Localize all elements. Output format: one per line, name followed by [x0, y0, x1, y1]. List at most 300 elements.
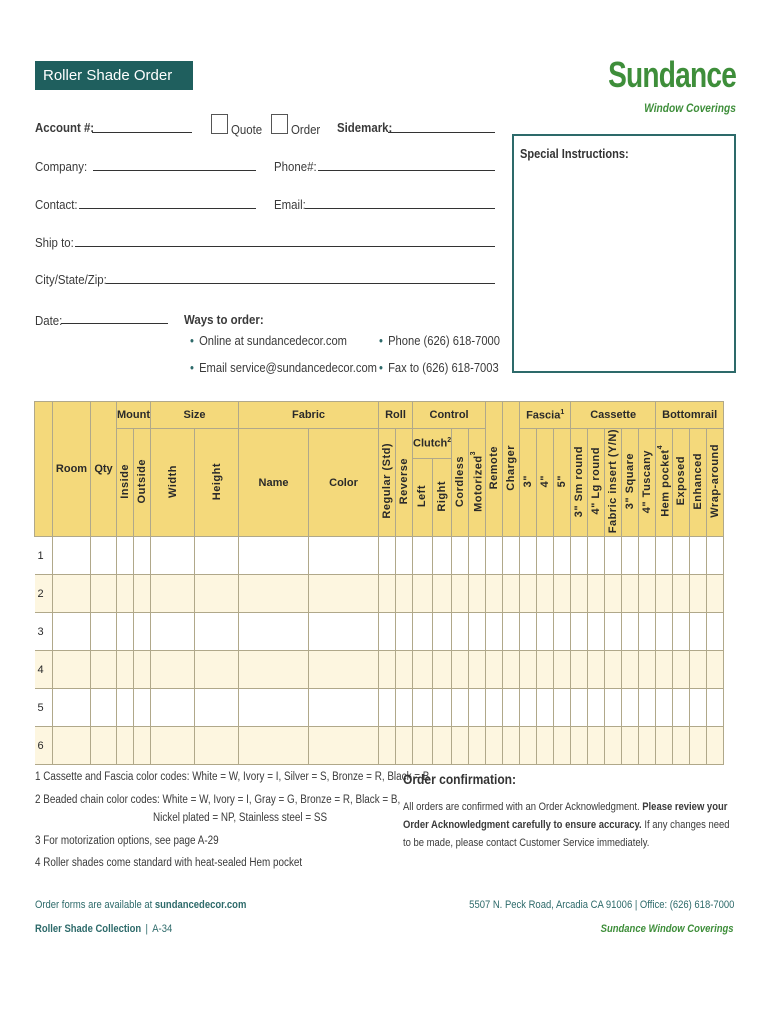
table-row — [35, 575, 724, 613]
grid-cell[interactable] — [690, 537, 707, 575]
grid-cell[interactable] — [554, 613, 571, 651]
grid-cell[interactable] — [432, 537, 452, 575]
col-height-header — [195, 429, 239, 537]
grid-cell[interactable] — [91, 537, 117, 575]
grid-cell[interactable] — [239, 727, 309, 765]
grid-cell[interactable] — [151, 727, 195, 765]
form-title: Roller Shade Order Form — [35, 61, 193, 90]
grid-cell[interactable] — [503, 613, 520, 651]
grid-cell[interactable] — [413, 651, 433, 689]
grid-cell[interactable] — [195, 575, 239, 613]
col-regular-header — [379, 429, 396, 537]
col-cassette-4lg-label: 4" Lg round — [590, 447, 603, 515]
confirmation-title: Order confirmation: — [403, 771, 517, 787]
grid-cell[interactable] — [707, 613, 724, 651]
group-size-label: Size — [183, 409, 206, 421]
company-field[interactable] — [93, 170, 256, 171]
grid-cell[interactable] — [195, 613, 239, 651]
grid-cell[interactable] — [91, 651, 117, 689]
grid-cell[interactable] — [503, 727, 520, 765]
col-qty-label: Qty — [94, 463, 113, 476]
grid-cell[interactable] — [396, 575, 413, 613]
contact-field[interactable] — [79, 208, 256, 209]
quote-label: Quote — [231, 122, 263, 137]
grid-cell[interactable] — [673, 575, 690, 613]
grid-cell[interactable] — [503, 575, 520, 613]
grid-cell[interactable] — [396, 727, 413, 765]
ways-fax — [379, 360, 499, 375]
grid-cell[interactable] — [571, 613, 588, 651]
grid-cell[interactable] — [707, 689, 724, 727]
grid-cell[interactable] — [622, 575, 639, 613]
group-size — [151, 402, 239, 429]
grid-cell[interactable] — [503, 689, 520, 727]
col-reverse-label: Reverse — [398, 457, 410, 505]
grid-cell[interactable] — [309, 651, 379, 689]
email-label: Email: — [274, 197, 306, 212]
grid-cell[interactable] — [622, 537, 639, 575]
confirmation-text-c: If any changes need to be made, please contact Customer Service immediately. — [403, 819, 730, 849]
col-exposed-label: Exposed — [675, 456, 688, 506]
col-cassette-4lg-header — [588, 429, 605, 537]
grid-cell[interactable] — [588, 537, 605, 575]
grid-cell[interactable] — [622, 613, 639, 651]
col-wrap-header — [707, 429, 724, 537]
grid-cell[interactable] — [379, 575, 396, 613]
grid-cell[interactable] — [554, 651, 571, 689]
grid-cell[interactable] — [432, 727, 452, 765]
group-control — [413, 402, 486, 429]
row-number: 3 — [35, 613, 53, 651]
grid-cell[interactable] — [588, 689, 605, 727]
grid-cell[interactable] — [554, 689, 571, 727]
col-name-header — [239, 429, 309, 537]
grid-cell[interactable] — [151, 613, 195, 651]
grid-cell[interactable] — [537, 575, 554, 613]
grid-cell[interactable] — [134, 575, 151, 613]
grid-cell[interactable] — [91, 575, 117, 613]
grid-cell[interactable] — [537, 613, 554, 651]
grid-cell[interactable] — [605, 689, 622, 727]
row-number: 2 — [35, 575, 53, 613]
grid-cell[interactable] — [690, 689, 707, 727]
row-number: 5 — [35, 689, 53, 727]
group-roll-label: Roll — [385, 409, 406, 421]
grid-cell[interactable] — [605, 727, 622, 765]
col-fabric-insert-header — [605, 429, 622, 537]
grid-cell[interactable] — [134, 537, 151, 575]
grid-cell[interactable] — [239, 689, 309, 727]
ways-fax-text: Fax to (626) 618-7003 — [388, 360, 499, 375]
grid-cell[interactable] — [554, 575, 571, 613]
fascia-footnote-ref: 1 — [560, 408, 565, 416]
grid-cell[interactable] — [690, 727, 707, 765]
table-row — [35, 613, 724, 651]
bullet-icon: • — [190, 360, 194, 375]
grid-cell[interactable] — [605, 575, 622, 613]
order-label: Order — [291, 122, 321, 137]
contact-label: Contact: — [35, 197, 78, 212]
date-field[interactable] — [61, 323, 168, 324]
grid-cell[interactable] — [520, 613, 537, 651]
grid-cell[interactable] — [117, 613, 134, 651]
col-room-label: Room — [55, 463, 88, 476]
grid-cell[interactable] — [452, 575, 469, 613]
col-wrap-label: Wrap-around — [709, 444, 722, 518]
footer-divider: | — [145, 923, 148, 935]
grid-cell[interactable] — [469, 537, 486, 575]
table-row — [35, 651, 724, 689]
group-cassette-label: Cassette — [590, 409, 637, 421]
grid-cell[interactable] — [520, 727, 537, 765]
col-cassette-3sm-label: 3" Sm round — [573, 445, 586, 517]
special-instructions-label: Special Instructions: — [520, 146, 629, 161]
grid-cell[interactable] — [571, 575, 588, 613]
grid-cell[interactable] — [571, 651, 588, 689]
col-motorized-label — [470, 451, 485, 512]
ways-title: Ways to order: — [184, 312, 264, 327]
brand-logo-subtitle: Window Coverings — [644, 101, 736, 115]
city-field[interactable] — [106, 283, 495, 284]
group-fascia-label: Fascia — [526, 409, 561, 422]
col-outside-label: Outside — [136, 458, 148, 504]
grid-cell[interactable] — [239, 651, 309, 689]
grid-cell[interactable] — [639, 613, 656, 651]
phone-field[interactable] — [318, 170, 495, 171]
grid-cell[interactable] — [432, 613, 452, 651]
grid-cell[interactable] — [134, 613, 151, 651]
grid-cell[interactable] — [379, 727, 396, 765]
grid-cell[interactable] — [588, 613, 605, 651]
group-control-label: Control — [429, 409, 469, 421]
grid-cell[interactable] — [656, 689, 673, 727]
confirmation-body — [403, 798, 734, 852]
row-number: 6 — [35, 727, 53, 765]
ways-phone-text: Phone (626) 618-7000 — [388, 333, 500, 348]
collection-footer — [35, 923, 172, 935]
table-row — [35, 727, 724, 765]
grid-cell[interactable] — [571, 537, 588, 575]
grid-cell[interactable] — [413, 727, 433, 765]
col-left-label: Left — [416, 484, 429, 508]
company-address: 5507 N. Peck Road, Arcadia CA 91006 | Office: (626) 618-7000 — [468, 899, 734, 911]
account-field[interactable] — [92, 132, 192, 133]
grid-cell[interactable] — [151, 575, 195, 613]
collection-name: Roller Shade Collection — [35, 923, 142, 935]
grid-cell[interactable] — [117, 575, 134, 613]
row-number-header — [35, 402, 53, 537]
grid-cell[interactable] — [588, 575, 605, 613]
col-reverse-header — [396, 429, 413, 537]
grid-cell[interactable] — [537, 651, 554, 689]
col-cassette-4tus-header — [639, 429, 656, 537]
grid-cell[interactable] — [91, 613, 117, 651]
grid-cell[interactable] — [537, 727, 554, 765]
grid-cell[interactable] — [53, 537, 91, 575]
col-hem-label — [657, 445, 672, 517]
grid-cell[interactable] — [379, 613, 396, 651]
account-label: Account #: — [35, 120, 95, 135]
col-inside-label: Inside — [119, 463, 131, 499]
col-charger-header — [503, 402, 520, 537]
col-left-header — [413, 458, 433, 536]
grid-cell[interactable] — [53, 613, 91, 651]
grid-cell[interactable] — [413, 689, 433, 727]
grid-cell[interactable] — [622, 651, 639, 689]
grid-cell[interactable] — [673, 613, 690, 651]
col-fabric-insert-label: Fabric insert (Y/N) — [607, 429, 620, 534]
email-field[interactable] — [305, 208, 495, 209]
grid-cell[interactable] — [379, 651, 396, 689]
grid-cell[interactable] — [520, 575, 537, 613]
sidemark-field[interactable] — [388, 132, 495, 133]
grid-cell[interactable] — [91, 727, 117, 765]
bullet-icon: • — [379, 333, 383, 348]
special-instructions-box[interactable] — [512, 134, 736, 373]
col-cassette-3sq-label: 3" Square — [624, 453, 637, 510]
grid-cell[interactable] — [452, 613, 469, 651]
grid-cell[interactable] — [117, 689, 134, 727]
ways-phone — [379, 333, 500, 348]
grid-cell[interactable] — [195, 689, 239, 727]
ways-online — [190, 333, 347, 348]
grid-cell[interactable] — [554, 537, 571, 575]
group-cassette — [571, 402, 656, 429]
grid-cell[interactable] — [639, 651, 656, 689]
grid-cell[interactable] — [432, 575, 452, 613]
grid-cell[interactable] — [707, 575, 724, 613]
grid-cell[interactable] — [656, 613, 673, 651]
grid-cell[interactable] — [432, 651, 452, 689]
grid-cell[interactable] — [656, 651, 673, 689]
group-bottomrail — [656, 402, 724, 429]
grid-cell[interactable] — [117, 651, 134, 689]
grid-cell[interactable] — [520, 537, 537, 575]
grid-cell[interactable] — [469, 575, 486, 613]
footnote-4: 4 Roller shades come standard with heat-sealed Hem pocket — [35, 857, 303, 869]
col-fascia-5-header — [554, 429, 571, 537]
grid-cell[interactable] — [469, 689, 486, 727]
grid-cell[interactable] — [622, 727, 639, 765]
grid-cell[interactable] — [469, 613, 486, 651]
grid-cell[interactable] — [452, 727, 469, 765]
col-cordless-header — [452, 429, 469, 537]
grid-cell[interactable] — [639, 537, 656, 575]
grid-cell[interactable] — [673, 727, 690, 765]
grid-cell[interactable] — [151, 689, 195, 727]
ways-email — [190, 360, 377, 375]
grid-cell[interactable] — [396, 613, 413, 651]
group-fabric-label: Fabric — [291, 409, 325, 421]
footer-brand: Sundance Window Coverings — [601, 923, 734, 935]
grid-cell[interactable] — [413, 575, 433, 613]
group-roll — [379, 402, 413, 429]
company-label: Company: — [35, 159, 88, 174]
grid-cell[interactable] — [53, 727, 91, 765]
grid-cell[interactable] — [134, 651, 151, 689]
grid-cell[interactable] — [413, 537, 433, 575]
grid-cell[interactable] — [309, 537, 379, 575]
col-outside-header — [134, 429, 151, 537]
grid-cell[interactable] — [520, 689, 537, 727]
grid-cell[interactable] — [413, 613, 433, 651]
motorized-footnote-ref: 3 — [469, 450, 477, 456]
order-checkbox[interactable] — [271, 114, 288, 134]
grid-cell[interactable] — [195, 727, 239, 765]
grid-cell[interactable] — [309, 727, 379, 765]
ways-email-text: Email service@sundancedecor.com — [199, 360, 377, 375]
row-number: 4 — [35, 651, 53, 689]
date-label: Date: — [35, 313, 63, 328]
col-fascia-5-label: 5" — [556, 474, 569, 488]
grid-cell[interactable] — [195, 537, 239, 575]
grid-cell[interactable] — [588, 727, 605, 765]
row-number: 1 — [35, 537, 53, 575]
col-cordless-label: Cordless — [454, 455, 467, 507]
grid-cell[interactable] — [486, 651, 503, 689]
grid-cell[interactable] — [520, 651, 537, 689]
grid-cell[interactable] — [639, 727, 656, 765]
grid-cell[interactable] — [571, 689, 588, 727]
grid-cell[interactable] — [134, 689, 151, 727]
grid-cell[interactable] — [639, 689, 656, 727]
grid-cell[interactable] — [486, 613, 503, 651]
grid-cell[interactable] — [396, 537, 413, 575]
grid-cell[interactable] — [503, 537, 520, 575]
grid-cell[interactable] — [656, 537, 673, 575]
grid-cell[interactable] — [53, 651, 91, 689]
grid-cell[interactable] — [239, 537, 309, 575]
order-grid — [34, 401, 724, 765]
grid-cell[interactable] — [571, 727, 588, 765]
grid-cell[interactable] — [117, 537, 134, 575]
grid-cell[interactable] — [117, 727, 134, 765]
grid-cell[interactable] — [486, 727, 503, 765]
hem-text: Hem pocket — [659, 449, 672, 517]
grid-cell[interactable] — [309, 613, 379, 651]
grid-cell[interactable] — [396, 651, 413, 689]
grid-cell[interactable] — [432, 689, 452, 727]
grid-cell[interactable] — [239, 613, 309, 651]
table-row — [35, 537, 724, 575]
grid-cell[interactable] — [309, 689, 379, 727]
grid-cell[interactable] — [537, 689, 554, 727]
grid-cell[interactable] — [195, 651, 239, 689]
grid-cell[interactable] — [469, 651, 486, 689]
grid-cell[interactable] — [452, 651, 469, 689]
grid-cell[interactable] — [379, 689, 396, 727]
col-name-label: Name — [258, 476, 289, 489]
order-forms-note — [35, 899, 246, 911]
col-regular-label: Regular (Std) — [381, 443, 393, 519]
grid-cell[interactable] — [503, 651, 520, 689]
grid-cell[interactable] — [673, 651, 690, 689]
group-clutch — [413, 429, 452, 459]
grid-cell[interactable] — [486, 689, 503, 727]
grid-cell[interactable] — [309, 575, 379, 613]
grid-cell[interactable] — [396, 689, 413, 727]
hem-footnote-ref: 4 — [656, 445, 664, 450]
grid-cell[interactable] — [673, 689, 690, 727]
group-fascia — [520, 402, 571, 429]
grid-cell[interactable] — [554, 727, 571, 765]
footnote-1: 1 Cassette and Fascia color codes: White = W, Ivory = I, Silver = S, Bronze = R, Black = B — [35, 771, 430, 783]
col-charger-label: Charger — [505, 444, 518, 491]
grid-cell[interactable] — [639, 575, 656, 613]
grid-cell[interactable] — [673, 537, 690, 575]
grid-cell[interactable] — [239, 575, 309, 613]
group-mount-label: Mount — [117, 409, 150, 421]
col-fascia-4-header — [537, 429, 554, 537]
grid-cell[interactable] — [605, 613, 622, 651]
grid-cell[interactable] — [605, 537, 622, 575]
order-forms-text: Order forms are available at — [35, 899, 155, 911]
grid-cell[interactable] — [379, 537, 396, 575]
grid-cell[interactable] — [656, 727, 673, 765]
motorized-text: Motorized — [472, 455, 485, 512]
col-color-header — [309, 429, 379, 537]
grid-cell[interactable] — [151, 537, 195, 575]
grid-cell[interactable] — [452, 689, 469, 727]
col-remote-label: Remote — [488, 445, 501, 490]
grid-cell[interactable] — [690, 613, 707, 651]
col-width-header — [151, 429, 195, 537]
col-fascia-3-header — [520, 429, 537, 537]
grid-cell[interactable] — [91, 689, 117, 727]
confirmation-text-a: All orders are confirmed with an Order Acknowledgment. — [403, 801, 643, 813]
city-label: City/State/Zip: — [35, 272, 107, 287]
quote-checkbox[interactable] — [211, 114, 228, 134]
grid-cell[interactable] — [53, 689, 91, 727]
order-forms-link[interactable]: sundancedecor.com — [154, 899, 247, 911]
grid-cell[interactable] — [537, 537, 554, 575]
grid-cell[interactable] — [605, 651, 622, 689]
grid-cell[interactable] — [469, 727, 486, 765]
grid-cell[interactable] — [486, 575, 503, 613]
col-color-label: Color — [329, 476, 358, 489]
col-fascia-4-label: 4" — [539, 474, 552, 488]
bullet-icon: • — [190, 333, 194, 348]
col-room-header — [53, 402, 91, 537]
shipto-field[interactable] — [75, 246, 495, 247]
sidemark-label: Sidemark: — [337, 120, 393, 135]
footnote-3: 3 For motorization options, see page A-29 — [35, 835, 219, 847]
grid-cell[interactable] — [656, 575, 673, 613]
grid-cell[interactable] — [707, 727, 724, 765]
grid-cell[interactable] — [588, 651, 605, 689]
bullet-icon: • — [379, 360, 383, 375]
col-hem-header — [656, 429, 673, 537]
grid-cell[interactable] — [622, 689, 639, 727]
grid-cell[interactable] — [690, 651, 707, 689]
brand-logo: Sundance — [608, 54, 736, 95]
grid-cell[interactable] — [134, 727, 151, 765]
grid-cell[interactable] — [486, 537, 503, 575]
col-enhanced-label: Enhanced — [692, 452, 705, 510]
grid-cell[interactable] — [707, 651, 724, 689]
grid-cell[interactable] — [151, 651, 195, 689]
grid-cell[interactable] — [707, 537, 724, 575]
col-inside-header — [117, 429, 134, 537]
grid-cell[interactable] — [53, 575, 91, 613]
grid-cell[interactable] — [690, 575, 707, 613]
shipto-label: Ship to: — [35, 235, 74, 250]
col-width-label: Width — [166, 464, 179, 498]
footnote-2: 2 Beaded chain color codes: White = W, Ivory = I, Gray = G, Bronze = R, Black = B, — [35, 794, 401, 806]
grid-cell[interactable] — [452, 537, 469, 575]
group-fabric — [239, 402, 379, 429]
table-row — [35, 689, 724, 727]
